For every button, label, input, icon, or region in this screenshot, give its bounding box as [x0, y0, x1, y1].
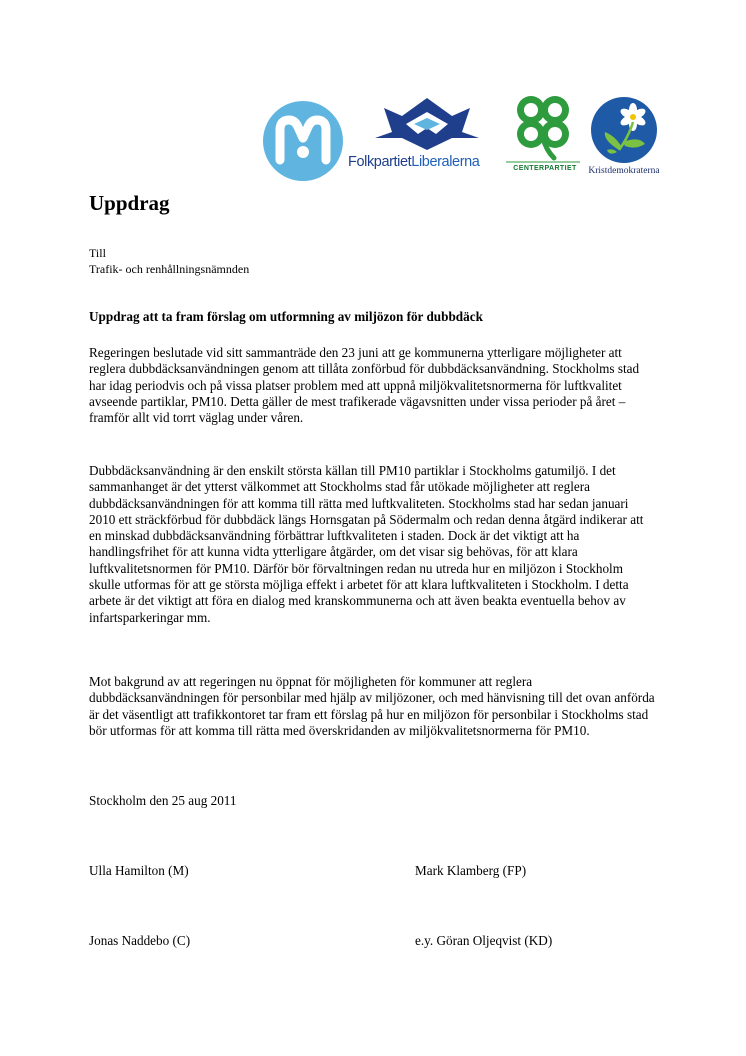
moderaterna-logo [262, 100, 344, 182]
four-leaf-clover-icon [506, 92, 580, 164]
centerpartiet-wordmark: CENTERPARTIET [513, 165, 577, 172]
signatory-m: Ulla Hamilton (M) [89, 863, 189, 878]
recipient-label: Till [89, 246, 106, 260]
body-paragraph-3: Mot bakgrund av att regeringen nu öppnat för möjligheten för kommuner att reglera dubbdäcksanvändningen för personbilar med hjälp av miljözoner, och med hänvisning till det ovan anförda är det väsentligt att trafikkontoret tar fram ett förslag på hur en miljözon för personbilar i Stockholms stad bör utformas för att komma till rätta med överskridanden av miljökvalitetsnormerna för PM10. [89, 674, 655, 738]
fp-wordmark-part1: Folkpartiet [348, 154, 412, 170]
folkpartiet-logo [348, 94, 506, 178]
moderaterna-m-icon [262, 100, 344, 182]
kristdemokraterna-wordmark: Kristdemokraterna [588, 166, 660, 176]
signatory-c: Jonas Naddebo (C) [89, 933, 191, 948]
document-subject: Uppdrag att ta fram förslag om utformning av miljözon för dubbdäck [89, 309, 483, 324]
folkpartiet-wordmark [348, 154, 508, 170]
folkpartiet-crown-icon [348, 94, 506, 154]
body-paragraph-1: Regeringen beslutade vid sitt sammanträde den 23 juni att ge kommunerna ytterligare möjligheter att reglera dubbdäcksanvändningen genom att tillåta zonförbud för dubbdäcksanvändning. Stockholms stad har idag periodvis och på vissa platser problem med att uppnå miljökvalitetsnormerna för luftkvalitet avseende partiklar, PM10. Detta gäller de mest trafikerade vägavsnitten under vissa perioder på året – framför allt vid torrt väglag under våren. [89, 345, 640, 426]
body-paragraph-2: Dubbdäcksanvändning är den enskilt största källan till PM10 partiklar i Stockholms gatumiljö. I det sammanhanget är det ytterst välkommet att Stockholms stad får utökade möjligheter att reglera dubbdäcksanvändningen för att komma till rätta med luftkvaliteten. Stockholms stad har sedan januari 2010 ett sträckförbud för dubbdäck längs Hornsgatan på Södermalm och redan denna åtgärd indikerar att en minskad dubbdäcksanvändning förbättrar luftkvaliteten i staden. Dock är det viktigt att ha handlingsfrihet för att kunna vidta ytterligare åtgärder, om det visar sig behövas, för att klara luftkvalitetsnormen för PM10. Därför bör förvaltningen redan nu utreda hur en miljözon i Stockholm skulle utformas för att ge största möjliga effekt i arbetet för att klara luftkvaliteten i Stockholm. I detta arbete är det viktigt att föra en dialog med kranskommunerna och att även beakta eventuella behov av infartsparkeringar mm. [89, 463, 644, 625]
place-and-date: Stockholm den 25 aug 2011 [89, 793, 237, 808]
party-logos [262, 92, 662, 180]
signatory-fp: Mark Klamberg (FP) [415, 863, 527, 878]
kristdemokraterna-logo [582, 96, 666, 180]
signatory-kd: e.y. Göran Oljeqvist (KD) [415, 933, 553, 948]
fp-wordmark-part2: Liberalerna [411, 154, 480, 170]
anemone-flower-icon [589, 96, 659, 166]
recipient-name: Trafik- och renhållningsnämnden [89, 262, 250, 276]
document-heading: Uppdrag [89, 191, 170, 215]
centerpartiet-logo [506, 92, 580, 180]
